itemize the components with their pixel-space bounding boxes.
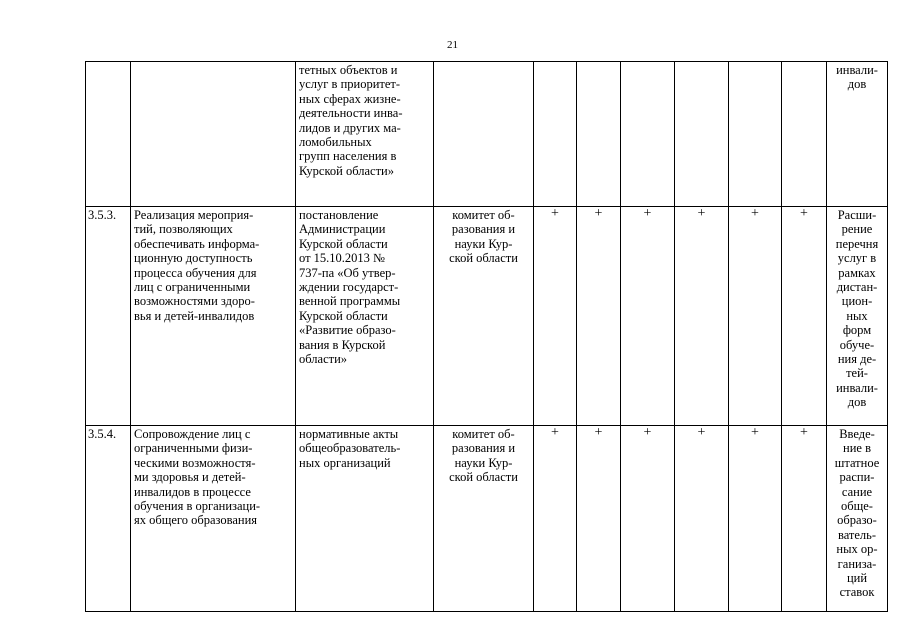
table-row bbox=[86, 426, 888, 612]
measures-table bbox=[85, 61, 888, 612]
mark-cell: + bbox=[534, 426, 577, 612]
mark-cell: + bbox=[675, 207, 729, 426]
document-cell: тетных объектов и услуг в приоритет- ных сферах жизне- деятельности инва- лидов и других ма- ломобильных групп населения в Курской области» bbox=[296, 62, 434, 207]
document-cell: постановление Администрации Курской области от 15.10.2013 № 737-па «Об утвер- ждении государст- венной программы Курской области «Развитие образо- вания в Курской области» bbox=[296, 207, 434, 426]
executor-cell bbox=[434, 62, 534, 207]
mark-cell: + bbox=[577, 426, 621, 612]
mark-cell: + bbox=[534, 207, 577, 426]
table-row bbox=[86, 62, 888, 207]
row-number-cell: 3.5.4. bbox=[86, 426, 131, 612]
page-number: 21 bbox=[447, 39, 458, 51]
result-cell: инвали- дов bbox=[827, 62, 888, 207]
table-row bbox=[86, 207, 888, 426]
result-cell: Расши- рение перечня услуг в рамках дистан- цион- ных форм обуче- ния де- тей- инвали- дов bbox=[827, 207, 888, 426]
mark-cell bbox=[782, 62, 827, 207]
row-number-cell: 3.5.3. bbox=[86, 207, 131, 426]
executor-cell: комитет об- разования и науки Кур- ской области bbox=[434, 426, 534, 612]
result-cell: Введе- ние в штатное распи- сание обще- образо- ватель- ных ор- ганиза- ций ставок bbox=[827, 426, 888, 612]
mark-cell bbox=[577, 62, 621, 207]
document-cell: нормативные акты общеобразователь- ных организаций bbox=[296, 426, 434, 612]
mark-cell bbox=[621, 62, 675, 207]
mark-cell: + bbox=[675, 426, 729, 612]
mark-cell: + bbox=[782, 426, 827, 612]
measure-cell: Сопровождение лиц с ограниченными физи- ческими возможностя- ми здоровья и детей- инвалидов в процессе обучения в организаци- ях общего образования bbox=[131, 426, 296, 612]
mark-cell: + bbox=[621, 207, 675, 426]
mark-cell: + bbox=[621, 426, 675, 612]
measure-cell bbox=[131, 62, 296, 207]
mark-cell: + bbox=[782, 207, 827, 426]
row-number-cell bbox=[86, 62, 131, 207]
mark-cell bbox=[675, 62, 729, 207]
executor-cell: комитет об- разования и науки Кур- ской области bbox=[434, 207, 534, 426]
mark-cell: + bbox=[729, 426, 782, 612]
measure-cell: Реализация мероприя- тий, позволяющих обеспечивать информа- ционную доступность процесса обучения для лиц с ограниченными возможностями здоро- вья и детей-инвалидов bbox=[131, 207, 296, 426]
mark-cell: + bbox=[577, 207, 621, 426]
mark-cell: + bbox=[729, 207, 782, 426]
mark-cell bbox=[534, 62, 577, 207]
mark-cell bbox=[729, 62, 782, 207]
